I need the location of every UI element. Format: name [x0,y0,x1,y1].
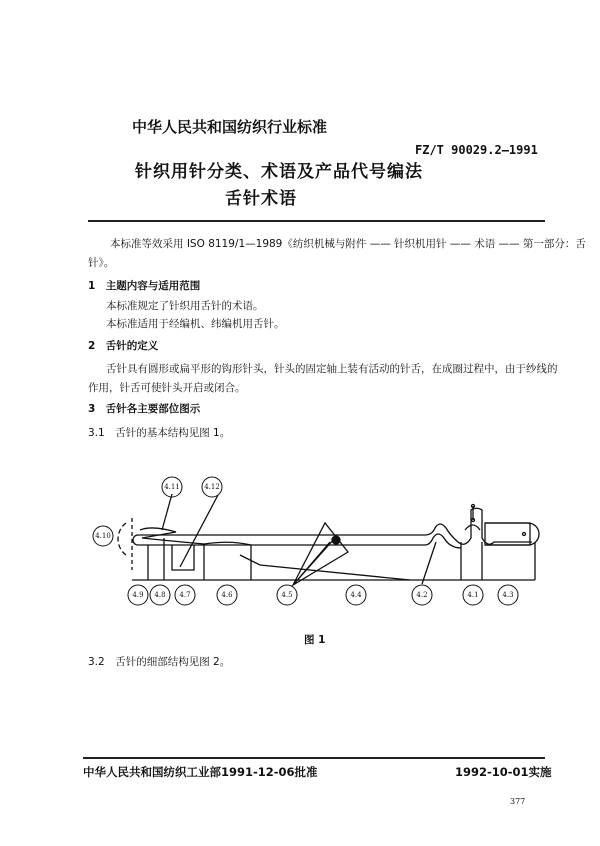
document-title: 针织用针分类、术语及产品代号编法 [135,162,423,182]
footer-rule [83,757,545,759]
section-3-heading: 3 舌针各主要部位图示 [88,403,201,415]
label-4-9: 4.9 [132,591,144,599]
section-2-line: 舌针具有圆形或扁平形的钩形针头，针头的固定轴上装有活动的针舌，在成圈过程中，由于纱线的 [106,363,558,375]
page-number: 377 [510,797,526,806]
section-1-line: 本标准规定了针织用舌针的术语。 [106,300,264,312]
intro-line-2: 针》。 [88,257,115,269]
section-2-heading: 2 舌针的定义 [88,340,159,352]
callout-labels [93,477,518,605]
label-4-5: 4.5 [281,591,293,599]
label-4-2: 4.2 [416,591,428,599]
document-subtitle: 舌针术语 [225,189,297,209]
needle-diagram [80,470,560,610]
section-2-line: 作用，针舌可使针头开启或闭合。 [88,382,246,394]
needle-body [118,505,539,581]
approval-date: 中华人民共和国纺织工业部1991-12-06批准 [83,765,318,779]
section-1-heading: 1 主题内容与适用范围 [88,280,201,292]
label-4-10: 4.10 [95,532,111,540]
section-3-2-line: 3.2 舌针的细部结构见图 2。 [88,656,231,668]
label-4-7: 4.7 [179,591,191,599]
label-4-1: 4.1 [467,591,479,599]
label-4-6: 4.6 [221,591,233,599]
figure-caption: 图 1 [304,634,326,646]
effective-date: 1992-10-01实施 [455,765,552,779]
intro-line-1: 本标准等效采用 ISO 8119/1—1989《纺织机械与附件 —— 针织机用针 —— 术语 —— 第一部分：舌 [110,238,586,250]
label-4-11: 4.11 [164,483,180,491]
label-4-12: 4.12 [204,483,220,491]
label-4-4: 4.4 [350,591,362,599]
section-3-1-line: 3.1 舌针的基本结构见图 1。 [88,427,231,439]
section-1-line: 本标准适用于经编机、纬编机用舌针。 [106,318,285,330]
standard-code: FZ/T 90029.2—1991 [415,143,538,157]
header-rule [88,220,545,222]
label-4-8: 4.8 [154,591,166,599]
issuer: 中华人民共和国纺织行业标准 [132,118,328,136]
label-4-3: 4.3 [502,591,514,599]
